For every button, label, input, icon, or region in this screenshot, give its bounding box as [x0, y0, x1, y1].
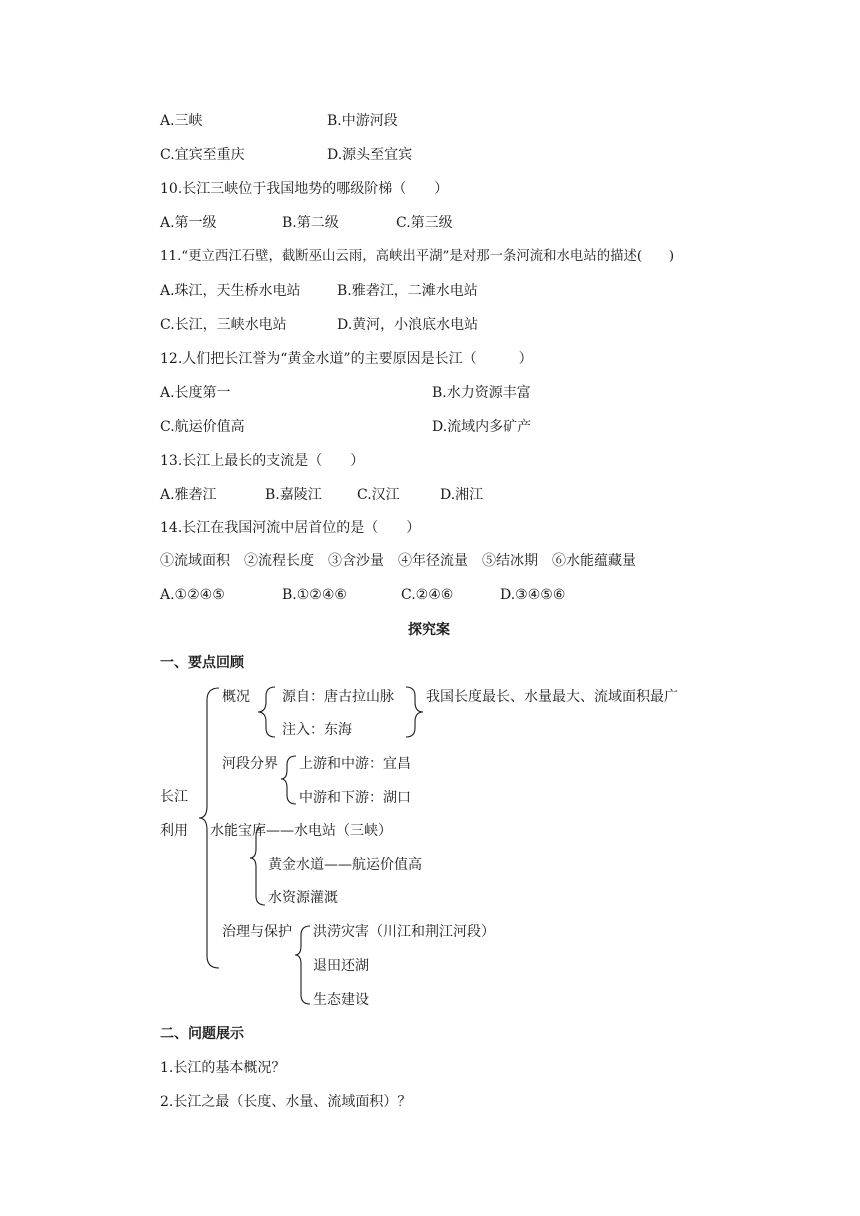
q14-option-c: C.②④⑥	[401, 587, 454, 603]
q12-stem: 12.人们把长江誉为“黄金水道”的主要原因是长江（ ）	[160, 351, 533, 367]
q12-option-b: B.水力资源丰富	[432, 385, 531, 401]
overview-brace	[258, 687, 275, 737]
governance-brace	[295, 926, 310, 1004]
q14-option-d: D.③④⑤⑥	[500, 587, 566, 603]
q14-option-b: B.①②④⑥	[282, 587, 347, 603]
q10-stem: 10.长江三峡位于我国地势的哪级阶梯（ ）	[160, 181, 449, 197]
outline-lake: 退田还湖	[313, 958, 369, 974]
q14-option-a: A.①②④⑤	[160, 587, 225, 603]
q9-option-b: B.中游河段	[327, 113, 398, 129]
outline-upper-middle: 上游和中游：宜昌	[299, 756, 411, 772]
outline-segments: 河段分界	[222, 756, 278, 772]
part1-heading: 一、要点回顾	[160, 655, 244, 671]
q12-option-c: C.航运价值高	[160, 419, 245, 435]
q11-option-d: D.黄河，小浪底水电站	[337, 317, 479, 333]
segments-brace	[281, 756, 296, 804]
part2-question-2: 2.长江之最（长度、水量、流域面积）？	[160, 1094, 412, 1110]
part2-heading: 二、问题展示	[160, 1026, 244, 1042]
overview-close-brace	[406, 687, 423, 737]
q9-option-a: A.三峡	[160, 113, 203, 129]
q13-stem: 13.长江上最长的支流是（ ）	[160, 453, 365, 469]
q14-stem: 14.长江在我国河流中居首位的是（ ）	[160, 520, 421, 536]
q10-option-c: C.第三级	[396, 215, 453, 231]
outline-eco: 生态建设	[313, 992, 369, 1008]
q13-option-c: C.汉江	[357, 487, 400, 503]
outline-overview: 概况	[222, 689, 250, 705]
q13-option-a: A.雅砻江	[160, 487, 217, 503]
q11-stem: 11.“更立西江石壁，截断巫山云雨，高峡出平湖”是对那一条河流和水电站的描述( )	[160, 249, 675, 264]
part2-question-1: 1.长江的基本概况？	[160, 1060, 286, 1076]
q9-option-c: C.宜宾至重庆	[160, 147, 245, 163]
outline-golden: 黄金水道——航运价值高	[268, 857, 422, 873]
q10-option-a: A.第一级	[160, 215, 217, 231]
outline-root-utilization: 利用	[160, 823, 188, 839]
q11-option-b: B.雅砻江，二滩水电站	[337, 283, 478, 299]
q11-option-a: A.珠江，天生桥水电站	[160, 283, 301, 299]
q13-option-d: D.湘江	[440, 487, 484, 503]
q12-option-d: D.流域内多矿产	[432, 419, 532, 435]
outline-root-changjiang: 长江	[160, 789, 188, 805]
q9-option-d: D.源头至宜宾	[327, 147, 413, 163]
outline-source: 源自：唐古拉山脉	[282, 689, 394, 705]
q13-option-b: B.嘉陵江	[265, 487, 322, 503]
q10-option-b: B.第二级	[282, 215, 339, 231]
outline-flood: 洪涝灾害（川江和荆江河段）	[313, 924, 495, 940]
section-title: 探究案	[408, 622, 450, 638]
outline-governance: 治理与保护	[222, 924, 292, 940]
outline-irrigation: 水资源灌溉	[268, 890, 338, 906]
q12-option-a: A.长度第一	[160, 385, 231, 401]
outline-middle-lower: 中游和下游：湖口	[299, 790, 411, 806]
outline-hydro: 水能宝库——水电站（三峡）	[210, 823, 392, 839]
outline-mouth: 注入：东海	[282, 722, 352, 738]
q14-items: ①流域面积 ②流程长度 ③含沙量 ④年径流量 ⑤结冰期 ⑥水能蕴藏量	[160, 553, 636, 569]
outline-superlatives: 我国长度最长、水量最大、流域面积最广	[426, 689, 678, 705]
q11-option-c: C.长江，三峡水电站	[160, 317, 287, 333]
